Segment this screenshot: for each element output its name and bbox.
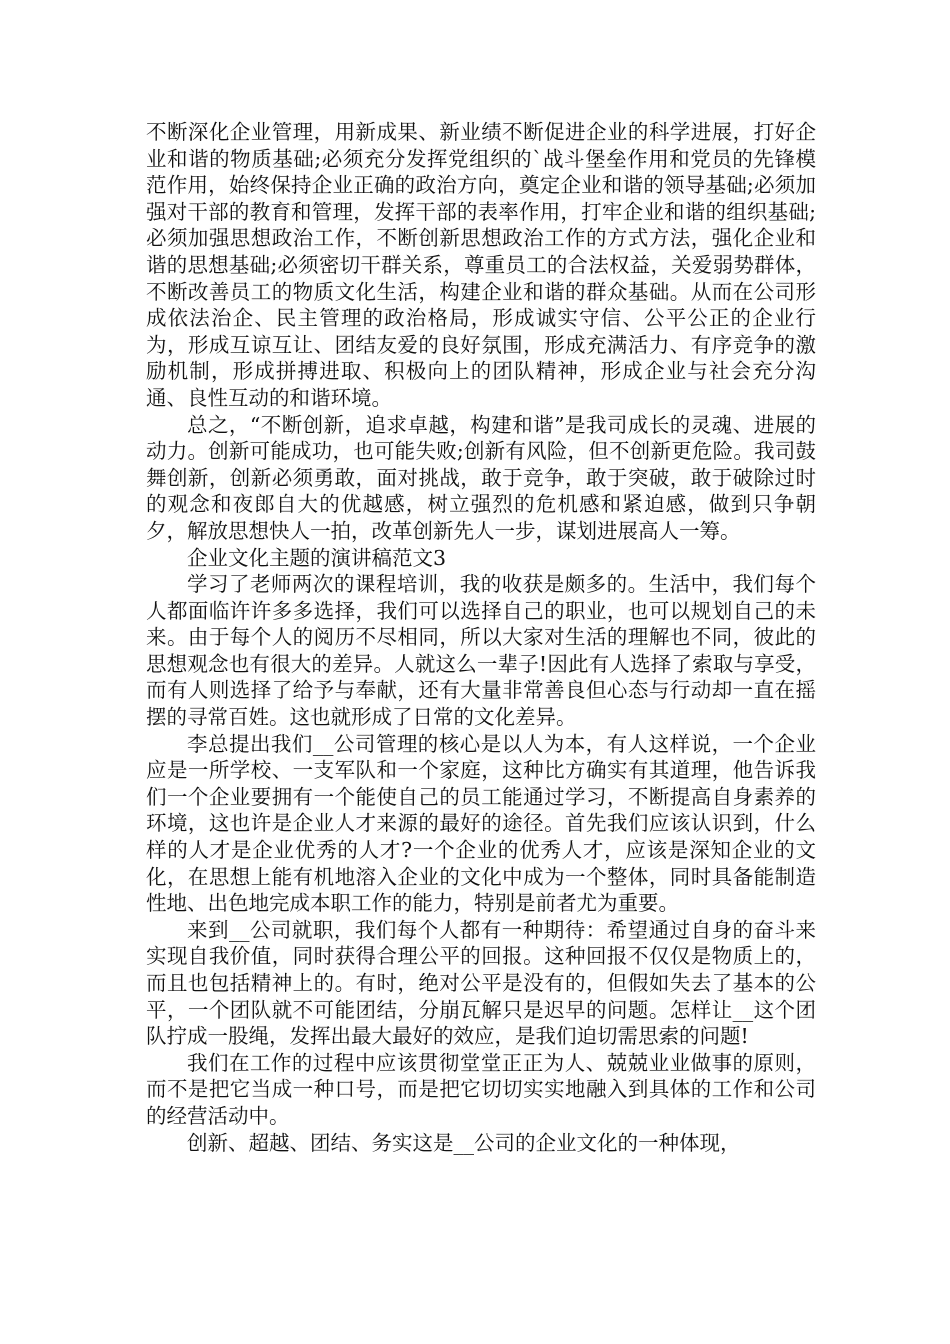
document-body	[146, 119, 816, 1156]
paragraph-7: 创新、超越、团结、务实这是__公司的企业文化的一种体现，	[187, 1130, 741, 1155]
paragraph-4: 李总提出我们__公司管理的核心是以人为本，有人这样说，一个企业应是一所学校、一支军队和一个家庭，这种比方确实有其道理，他告诉我们一个企业要拥有一个能使自己的员工能通过学习，不断提高自身素养的环境，这也许是企业人才来源的最好的途径。首先我们应该认识到，什么样的人才是企业优秀的人才?一个企业的优秀人才，应该是深知企业的文化，在思想上能有机地溶入企业的文化中成为一个整体，同时具备能制造性地、出色地完成本职工作的能力，特别是前者尤为重要。	[146, 731, 816, 916]
paragraph-5: 来到__公司就职，我们每个人都有一种期待：希望通过自身的奋斗来实现自我价值，同时获得合理公平的回报。这种回报不仅仅是物质上的，而且也包括精神上的。有时，绝对公平是没有的，但假如失去了基本的公平，一个团队就不可能团结，分崩瓦解只是迟早的问题。怎样让__这个团队拧成一股绳，发挥出最大最好的效应，是我们迫切需思索的问题!	[146, 917, 816, 1049]
section-heading: 企业文化主题的演讲稿范文3	[187, 545, 447, 570]
paragraph-2: 总之，“不断创新，追求卓越，构建和谐”是我司成长的灵魂、进展的动力。创新可能成功，也可能失败;创新有风险，但不创新更危险。我司鼓舞创新，创新必须勇敢，面对挑战，敢于竞争，敢于突破，敢于破除过时的观念和夜郎自大的优越感，树立强烈的危机感和紧迫感，做到只争朝夕，解放思想快人一拍，改革创新先人一步，谋划进展高人一筹。	[146, 412, 816, 543]
paragraph-6: 我们在工作的过程中应该贯彻堂堂正正为人、兢兢业业做事的原则，而不是把它当成一种口号，而是把它切切实实地融入到具体的工作和公司的经营活动中。	[146, 1050, 816, 1128]
paragraph-3: 学习了老师两次的课程培训，我的收获是颇多的。生活中，我们每个人都面临许许多多选择，我们可以选择自己的职业，也可以规划自己的未来。由于每个人的阅历不尽相同，所以大家对生活的理解也不同，彼此的思想观念也有很大的差异。人就这么一辈子!因此有人选择了索取与享受，而有人则选择了给予与奉献，还有大量非常善良但心态与行动却一直在摇摆的寻常百姓。这也就形成了日常的文化差异。	[146, 572, 816, 730]
paragraph-1: 不断深化企业管理，用新成果、新业绩不断促进企业的科学进展，打好企业和谐的物质基础;必须充分发挥党组织的`战斗堡垒作用和党员的先锋模范作用，始终保持企业正确的政治方向，奠定企业和谐的领导基础;必须加强对干部的教育和管理，发挥干部的表率作用，打牢企业和谐的组织基础;必须加强思想政治工作，不断创新思想政治工作的方式方法，强化企业和谐的思想基础;必须密切干群关系，尊重员工的合法权益，关爱弱势群体，不断改善员工的物质文化生活，构建企业和谐的群众基础。从而在公司形成依法治企、民主管理的政治格局，形成诚实守信、公平公正的企业行为，形成互谅互让、团结友爱的良好氛围，形成充满活力、有序竞争的激励机制，形成拼搏进取、积极向上的团队精神，形成企业与社会充分沟通、良性互动的和谐环境。	[146, 120, 816, 410]
